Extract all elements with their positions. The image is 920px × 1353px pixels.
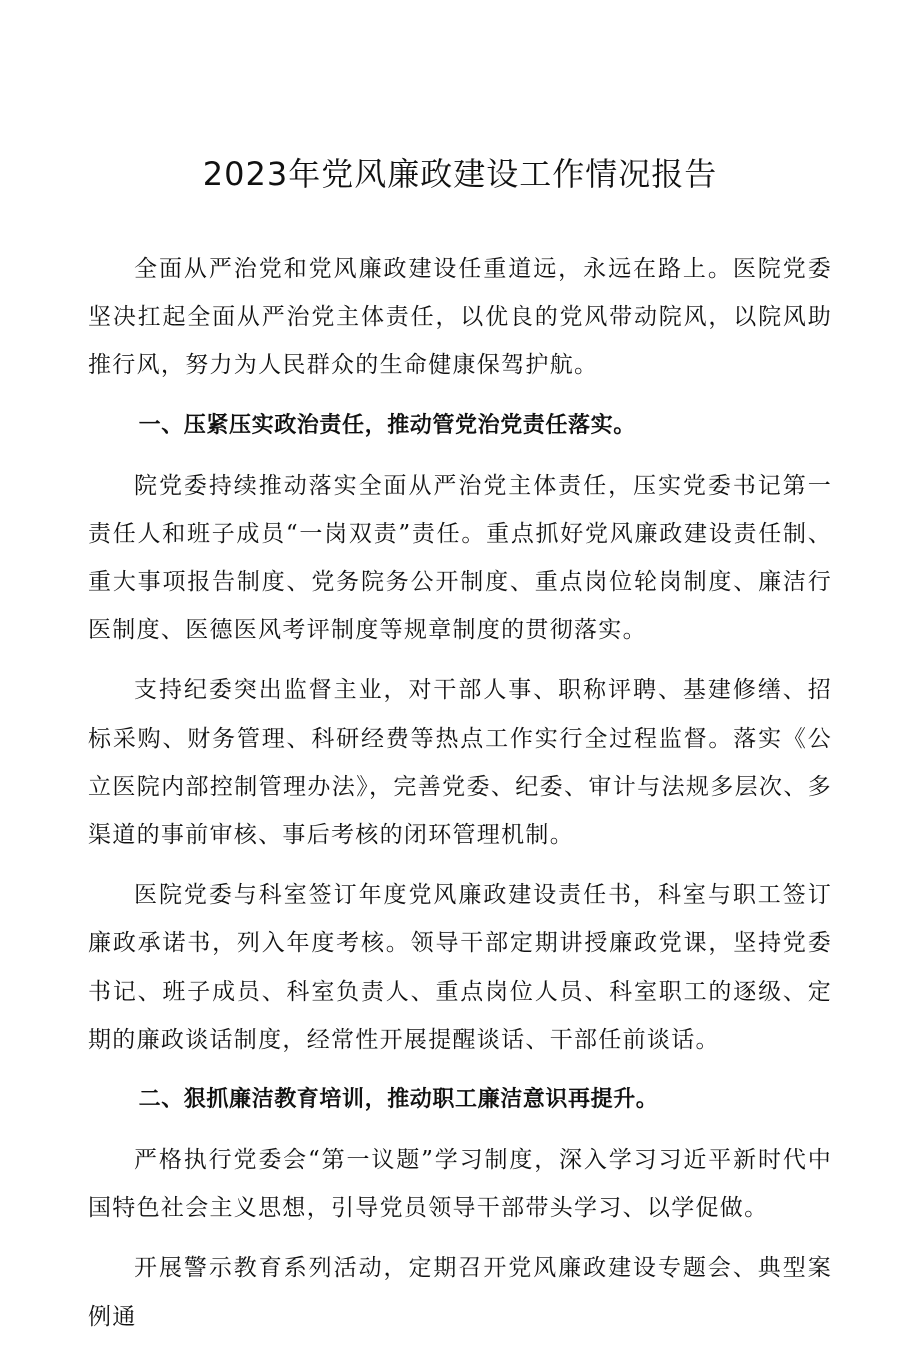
paragraph-2-1: 严格执行党委会“第一议题”学习制度，深入学习习近平新时代中国特色社会主义思想，引导党员领导干部带头学习、以学促做。 [88, 1147, 832, 1222]
paragraph-intro: 全面从严治党和党风廉政建设任重道远，永远在路上。医院党委坚决扛起全面从严治党主体责任，以优良的党风带动院风，以院风助推行风，努力为人民群众的生命健康保驾护航。 [88, 256, 832, 379]
document-title: 2023年党风廉政建设工作情况报告 [202, 155, 718, 193]
document-body [88, 245, 832, 1353]
paragraph-1-1: 院党委持续推动落实全面从严治党主体责任，压实党委书记第一责任人和班子成员“一岗双责”责任。重点抓好党风廉政建设责任制、重大事项报告制度、党务院务公开制度、重点岗位轮岗制度、廉洁行医制度、医德医风考评制度等规章制度的贯彻落实。 [88, 472, 832, 644]
section-heading-1: 一、压紧压实政治责任，推动管党治党责任落实。 [138, 412, 636, 438]
paragraph-2-2: 开展警示教育系列活动，定期召开党风廉政建设专题会、典型案例通 [88, 1255, 832, 1330]
paragraph-1-2: 支持纪委突出监督主业，对干部人事、职称评聘、基建修缮、招标采购、财务管理、科研经费等热点工作实行全过程监督。落实《公立医院内部控制管理办法》，完善党委、纪委、审计与法规多层次、多渠道的事前审核、事后考核的闭环管理机制。 [88, 677, 832, 849]
paragraph-1-3: 医院党委与科室签订年度党风廉政建设责任书，科室与职工签订廉政承诺书，列入年度考核。领导干部定期讲授廉政党课，坚持党委书记、班子成员、科室负责人、重点岗位人员、科室职工的逐级、定期的廉政谈话制度，经常性开展提醒谈话、干部任前谈话。 [88, 882, 832, 1053]
section-heading-2: 二、狠抓廉洁教育培训，推动职工廉洁意识再提升。 [138, 1087, 659, 1113]
